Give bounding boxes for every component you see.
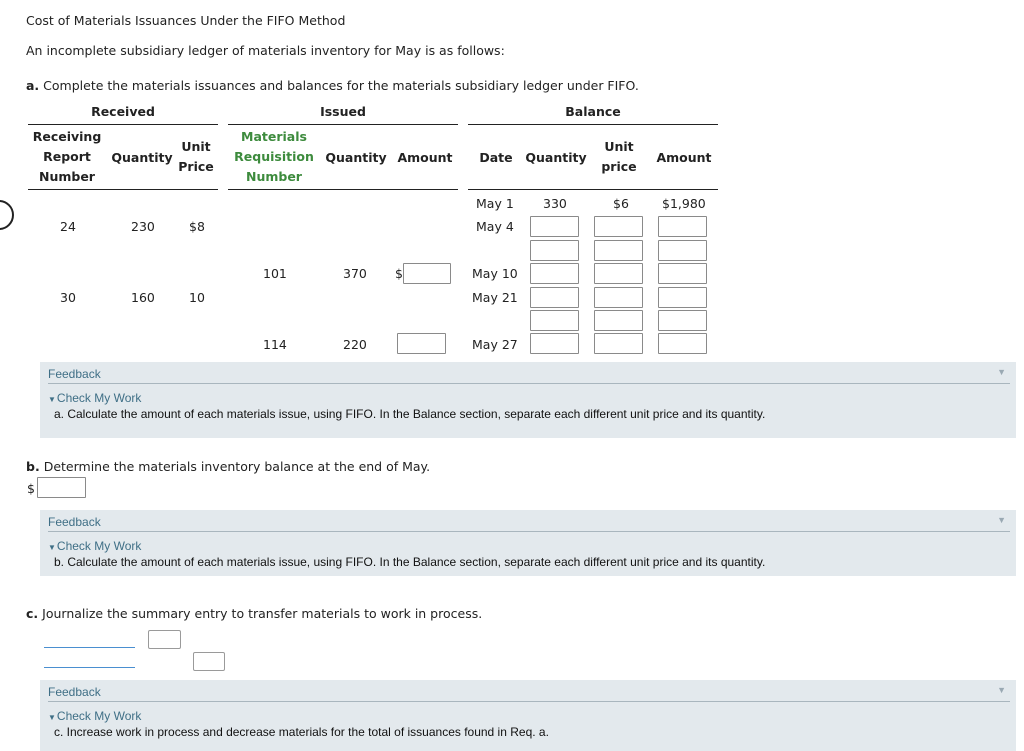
balance-amount-may1: $1,980 [662, 196, 706, 211]
date-may1: May 1 [476, 196, 514, 211]
col-unit-price: Unit Price [178, 139, 214, 174]
received-qty-30: 160 [131, 290, 155, 305]
may21-amount-1-input[interactable] [658, 287, 707, 308]
may4-amount-2-input[interactable] [658, 240, 707, 261]
col-issued-amount: Amount [397, 150, 453, 165]
may4-price-1-input[interactable] [594, 216, 643, 237]
col-receiving-report-number: Receiving Report Number [32, 129, 102, 184]
may27-qty-input[interactable] [530, 333, 579, 354]
feedback-panel-c [40, 680, 1016, 751]
feedback-b-toggle-icon[interactable]: ▼ [997, 515, 1006, 525]
may27-amount-input[interactable] [658, 333, 707, 354]
received-price-24: $8 [189, 219, 205, 234]
intro-text: An incomplete subsidiary ledger of materials inventory for May is as follows: [26, 43, 505, 58]
received-header-rule [28, 124, 218, 125]
balance-col-rule [468, 189, 718, 190]
feedback-a-text: a. Calculate the amount of each materials issue, using FIFO. In the Balance section, separate each different unit price and its quantity. [54, 407, 766, 421]
balance-qty-may1: 330 [543, 196, 567, 211]
may21-amount-2-input[interactable] [658, 310, 707, 331]
balance-price-may1: $6 [613, 196, 629, 211]
part-c-text: Journalize the summary entry to transfer materials to work in process. [42, 606, 483, 621]
may4-qty-2-input[interactable] [530, 240, 579, 261]
feedback-b-text: b. Calculate the amount of each materials issue, using FIFO. In the Balance section, separate each different unit price and its quantity. [54, 555, 766, 569]
check-my-work-a[interactable]: ▼Check My Work [48, 391, 142, 405]
date-may21: May 21 [472, 290, 518, 305]
part-b-dollar: $ [27, 481, 35, 496]
col-balance-unit-price: Unit price [601, 139, 637, 174]
may21-qty-1-input[interactable] [530, 287, 579, 308]
may10-price-input[interactable] [594, 263, 643, 284]
feedback-a-divider [48, 383, 1010, 384]
journal-debit-amount-input[interactable] [148, 630, 181, 649]
check-my-work-b[interactable]: ▼Check My Work [48, 539, 142, 553]
feedback-c-text: c. Increase work in process and decrease materials for the total of issuances found in Req. a. [54, 725, 549, 739]
issued-qty-101: 370 [343, 266, 367, 281]
col-balance-quantity: Quantity [525, 150, 587, 165]
journal-credit-amount-input[interactable] [193, 652, 225, 671]
issued-header-rule [228, 124, 458, 125]
feedback-b-divider [48, 531, 1010, 532]
received-price-30: 10 [189, 290, 205, 305]
issued-amount-101-input[interactable] [403, 263, 451, 284]
issued-amount-114-input[interactable] [397, 333, 446, 354]
journal-debit-account-select[interactable] [44, 647, 135, 648]
part-b-text: Determine the materials inventory balance at the end of May. [43, 459, 431, 474]
part-a-question [26, 78, 639, 93]
part-c-letter: c. [26, 606, 39, 621]
journal-credit-account-select[interactable] [44, 667, 135, 668]
part-c-question [26, 606, 482, 621]
receiving-number-24: 24 [60, 219, 76, 234]
part-a-letter: a. [26, 78, 40, 93]
part-a-text: Complete the materials issuances and balances for the materials subsidiary ledger under FIFO. [43, 78, 639, 93]
requisition-number-114: 114 [263, 337, 287, 352]
part-b-letter: b. [26, 459, 40, 474]
receiving-number-30: 30 [60, 290, 76, 305]
requisition-number-101: 101 [263, 266, 287, 281]
col-balance-amount: Amount [656, 150, 712, 165]
balance-header: Balance [565, 104, 621, 119]
issued-qty-114: 220 [343, 337, 367, 352]
balance-header-rule [468, 124, 718, 125]
feedback-c-toggle-icon[interactable]: ▼ [997, 685, 1006, 695]
date-may10: May 10 [472, 266, 518, 281]
date-may27: May 27 [472, 337, 518, 352]
issued-col-rule [228, 189, 458, 190]
feedback-c-title[interactable]: Feedback [48, 685, 101, 699]
date-may4: May 4 [476, 219, 514, 234]
may4-price-2-input[interactable] [594, 240, 643, 261]
feedback-c-divider [48, 701, 1010, 702]
may27-price-input[interactable] [594, 333, 643, 354]
feedback-panel-b [40, 510, 1016, 576]
check-my-work-c[interactable]: ▼Check My Work [48, 709, 142, 723]
received-header: Received [91, 104, 155, 119]
received-qty-24: 230 [131, 219, 155, 234]
col-materials-requisition-number: Materials Requisition Number [234, 129, 314, 184]
may10-amount-input[interactable] [658, 263, 707, 284]
triangle-down-icon: ▼ [48, 713, 56, 722]
feedback-panel-a [40, 362, 1016, 438]
triangle-down-icon: ▼ [48, 395, 56, 404]
may21-qty-2-input[interactable] [530, 310, 579, 331]
feedback-a-toggle-icon[interactable]: ▼ [997, 367, 1006, 377]
may21-price-2-input[interactable] [594, 310, 643, 331]
feedback-a-title[interactable]: Feedback [48, 367, 101, 381]
feedback-b-title[interactable]: Feedback [48, 515, 101, 529]
issued-amount-101-dollar: $ [395, 266, 403, 281]
may10-qty-input[interactable] [530, 263, 579, 284]
page-title: Cost of Materials Issuances Under the FIFO Method [26, 13, 346, 28]
issued-header: Issued [320, 104, 366, 119]
received-col-rule [28, 189, 218, 190]
triangle-down-icon: ▼ [48, 543, 56, 552]
may21-price-1-input[interactable] [594, 287, 643, 308]
col-issued-quantity: Quantity [325, 150, 387, 165]
ending-balance-input[interactable] [37, 477, 86, 498]
may4-amount-1-input[interactable] [658, 216, 707, 237]
col-received-quantity: Quantity [111, 150, 173, 165]
may4-qty-1-input[interactable] [530, 216, 579, 237]
col-date: Date [479, 150, 513, 165]
part-b-question [26, 459, 430, 474]
left-edge-circle [0, 200, 14, 230]
